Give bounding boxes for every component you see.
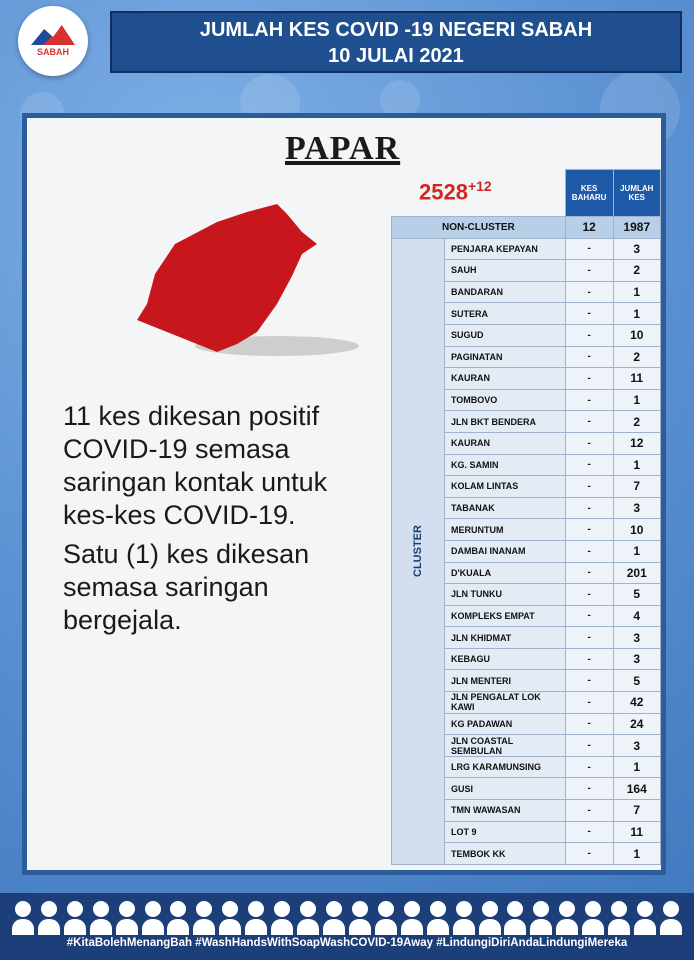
cluster-new-cases: - xyxy=(565,497,613,519)
cluster-new-cases: - xyxy=(565,260,613,282)
cluster-new-cases: - xyxy=(565,238,613,260)
cluster-total-cases: 24 xyxy=(613,713,660,735)
cluster-total-cases: 10 xyxy=(613,324,660,346)
cluster-new-cases: - xyxy=(565,843,613,865)
cluster-total-cases: 7 xyxy=(613,476,660,498)
person-icon xyxy=(401,901,423,935)
cluster-name: SUTERA xyxy=(444,303,565,325)
cluster-total-cases: 1 xyxy=(613,389,660,411)
cluster-new-cases: - xyxy=(565,324,613,346)
cluster-name: PENJARA KEPAYAN xyxy=(444,238,565,260)
footer-banner xyxy=(0,893,694,960)
cluster-new-cases: - xyxy=(565,346,613,368)
title-line-2: 10 JULAI 2021 xyxy=(328,45,464,67)
cluster-new-cases: - xyxy=(565,454,613,476)
cluster-new-cases: - xyxy=(565,692,613,714)
cluster-name: SAUH xyxy=(444,260,565,282)
table-body xyxy=(392,217,661,865)
cumulative-count: 2528 xyxy=(419,179,468,205)
cluster-new-cases: - xyxy=(565,648,613,670)
papar-map-shape xyxy=(137,204,317,352)
non-cluster-new: 12 xyxy=(565,217,613,239)
cluster-name: JLN COASTAL SEMBULAN xyxy=(444,735,565,757)
cluster-new-cases: - xyxy=(565,627,613,649)
cluster-new-cases: - xyxy=(565,778,613,800)
person-icon xyxy=(193,901,215,935)
cluster-total-cases: 1 xyxy=(613,540,660,562)
cluster-new-cases: - xyxy=(565,756,613,778)
person-icon xyxy=(271,901,293,935)
cluster-total-cases: 2 xyxy=(613,411,660,433)
cluster-total-cases: 2 xyxy=(613,260,660,282)
person-icon xyxy=(116,901,138,935)
person-icon xyxy=(323,901,345,935)
person-icon xyxy=(90,901,112,935)
person-icon xyxy=(167,901,189,935)
person-icon xyxy=(608,901,630,935)
cluster-name: TABANAK xyxy=(444,497,565,519)
cluster-total-cases: 5 xyxy=(613,584,660,606)
cluster-total-cases: 4 xyxy=(613,605,660,627)
cluster-total-cases: 5 xyxy=(613,670,660,692)
cluster-total-cases: 12 xyxy=(613,432,660,454)
person-icon xyxy=(12,901,34,935)
cluster-new-cases: - xyxy=(565,800,613,822)
cluster-total-cases: 1 xyxy=(613,454,660,476)
person-icon xyxy=(582,901,604,935)
cluster-new-cases: - xyxy=(565,735,613,757)
cluster-name: BANDARAN xyxy=(444,281,565,303)
cluster-new-cases: - xyxy=(565,540,613,562)
cluster-total-cases: 3 xyxy=(613,627,660,649)
person-icon xyxy=(297,901,319,935)
cluster-name: TMN WAWASAN xyxy=(444,800,565,822)
mountain-icon xyxy=(31,25,75,45)
cluster-name: KG PADAWAN xyxy=(444,713,565,735)
page-title xyxy=(110,11,682,73)
cluster-new-cases: - xyxy=(565,368,613,390)
cluster-name: SUGUD xyxy=(444,324,565,346)
cluster-name: JLN TUNKU xyxy=(444,584,565,606)
district-panel xyxy=(22,113,666,875)
person-icon xyxy=(219,901,241,935)
header-spacer xyxy=(392,170,566,217)
table-row xyxy=(392,238,661,260)
cluster-name: GUSI xyxy=(444,778,565,800)
cluster-total-cases: 42 xyxy=(613,692,660,714)
cluster-total-cases: 1 xyxy=(613,756,660,778)
district-name: PAPAR xyxy=(285,130,401,167)
logo-text: SABAH xyxy=(36,47,69,57)
cluster-name: KOMPLEKS EMPAT xyxy=(444,605,565,627)
person-icon xyxy=(634,901,656,935)
cluster-total-cases: 201 xyxy=(613,562,660,584)
cluster-total-cases: 11 xyxy=(613,821,660,843)
cluster-total-cases: 1 xyxy=(613,303,660,325)
cluster-total-cases: 3 xyxy=(613,238,660,260)
person-icon xyxy=(427,901,449,935)
cluster-new-cases: - xyxy=(565,713,613,735)
cluster-new-cases: - xyxy=(565,411,613,433)
description-para-2: Satu (1) kes dikesan semasa saringan bergejala. xyxy=(63,539,310,635)
cluster-name: KOLAM LINTAS xyxy=(444,476,565,498)
non-cluster-total: 1987 xyxy=(613,217,660,239)
cluster-name: PAGINATAN xyxy=(444,346,565,368)
description-para-1: 11 kes dikesan positif COVID-19 semasa saringan kontak untuk kes-kes COVID-19. xyxy=(63,401,328,530)
cluster-name: LRG KARAMUNSING xyxy=(444,756,565,778)
person-icon xyxy=(660,901,682,935)
frontliner-figures xyxy=(10,897,684,935)
cluster-name: TEMBOK KK xyxy=(444,843,565,865)
district-map xyxy=(127,204,367,374)
cluster-name: JLN MENTERI xyxy=(444,670,565,692)
cluster-total-cases: 3 xyxy=(613,735,660,757)
cluster-new-cases: - xyxy=(565,519,613,541)
header-kes-baharu: KES BAHARU xyxy=(565,170,613,217)
cluster-total-cases: 1 xyxy=(613,281,660,303)
cluster-name: MERUNTUM xyxy=(444,519,565,541)
cluster-total-cases: 3 xyxy=(613,497,660,519)
cluster-new-cases: - xyxy=(565,303,613,325)
cluster-name: JLN PENGALAT LOK KAWI xyxy=(444,692,565,714)
cluster-new-cases: - xyxy=(565,821,613,843)
person-icon xyxy=(504,901,526,935)
cluster-new-cases: - xyxy=(565,476,613,498)
cluster-name: DAMBAI INANAM xyxy=(444,540,565,562)
cluster-new-cases: - xyxy=(565,281,613,303)
cluster-name: KAURAN xyxy=(444,432,565,454)
cluster-label-text: CLUSTER xyxy=(411,525,424,578)
cluster-total-cases: 2 xyxy=(613,346,660,368)
cluster-name: JLN BKT BENDERA xyxy=(444,411,565,433)
person-icon xyxy=(479,901,501,935)
hashtags: #KitaBolehMenangBah #WashHandsWithSoapWashCOVID-19Away #LindungiDiriAndaLindungiMereka xyxy=(66,937,628,949)
cluster-new-cases: - xyxy=(565,584,613,606)
non-cluster-row xyxy=(392,217,661,239)
cluster-total-cases: 3 xyxy=(613,648,660,670)
new-count: +12 xyxy=(467,178,492,194)
person-icon xyxy=(453,901,475,935)
cluster-name: TOMBOVO xyxy=(444,389,565,411)
person-icon xyxy=(64,901,86,935)
cluster-total-cases: 7 xyxy=(613,800,660,822)
cluster-new-cases: - xyxy=(565,670,613,692)
title-line-1: JUMLAH KES COVID -19 NEGERI SABAH xyxy=(199,19,593,41)
cluster-name: JLN KHIDMAT xyxy=(444,627,565,649)
cluster-new-cases: - xyxy=(565,389,613,411)
header-jumlah-kes: JUMLAH KES xyxy=(613,170,660,217)
cluster-total-cases: 11 xyxy=(613,368,660,390)
cluster-new-cases: - xyxy=(565,605,613,627)
person-icon xyxy=(245,901,267,935)
cluster-name: KAURAN xyxy=(444,368,565,390)
cluster-new-cases: - xyxy=(565,432,613,454)
cluster-new-cases: - xyxy=(565,562,613,584)
non-cluster-label: NON-CLUSTER xyxy=(392,217,566,239)
cluster-total-cases: 164 xyxy=(613,778,660,800)
cluster-side-label xyxy=(392,238,445,864)
cluster-name: KEBAGU xyxy=(444,648,565,670)
cluster-total-cases: 10 xyxy=(613,519,660,541)
person-icon xyxy=(142,901,164,935)
cluster-table xyxy=(391,169,661,865)
cluster-name: D'KUALA xyxy=(444,562,565,584)
sabah-logo xyxy=(18,6,88,76)
cluster-name: KG. SAMIN xyxy=(444,454,565,476)
cluster-name: LOT 9 xyxy=(444,821,565,843)
person-icon xyxy=(38,901,60,935)
person-icon xyxy=(530,901,552,935)
description xyxy=(63,400,383,643)
person-icon xyxy=(556,901,578,935)
person-icon xyxy=(375,901,397,935)
person-icon xyxy=(349,901,371,935)
cluster-total-cases: 1 xyxy=(613,843,660,865)
